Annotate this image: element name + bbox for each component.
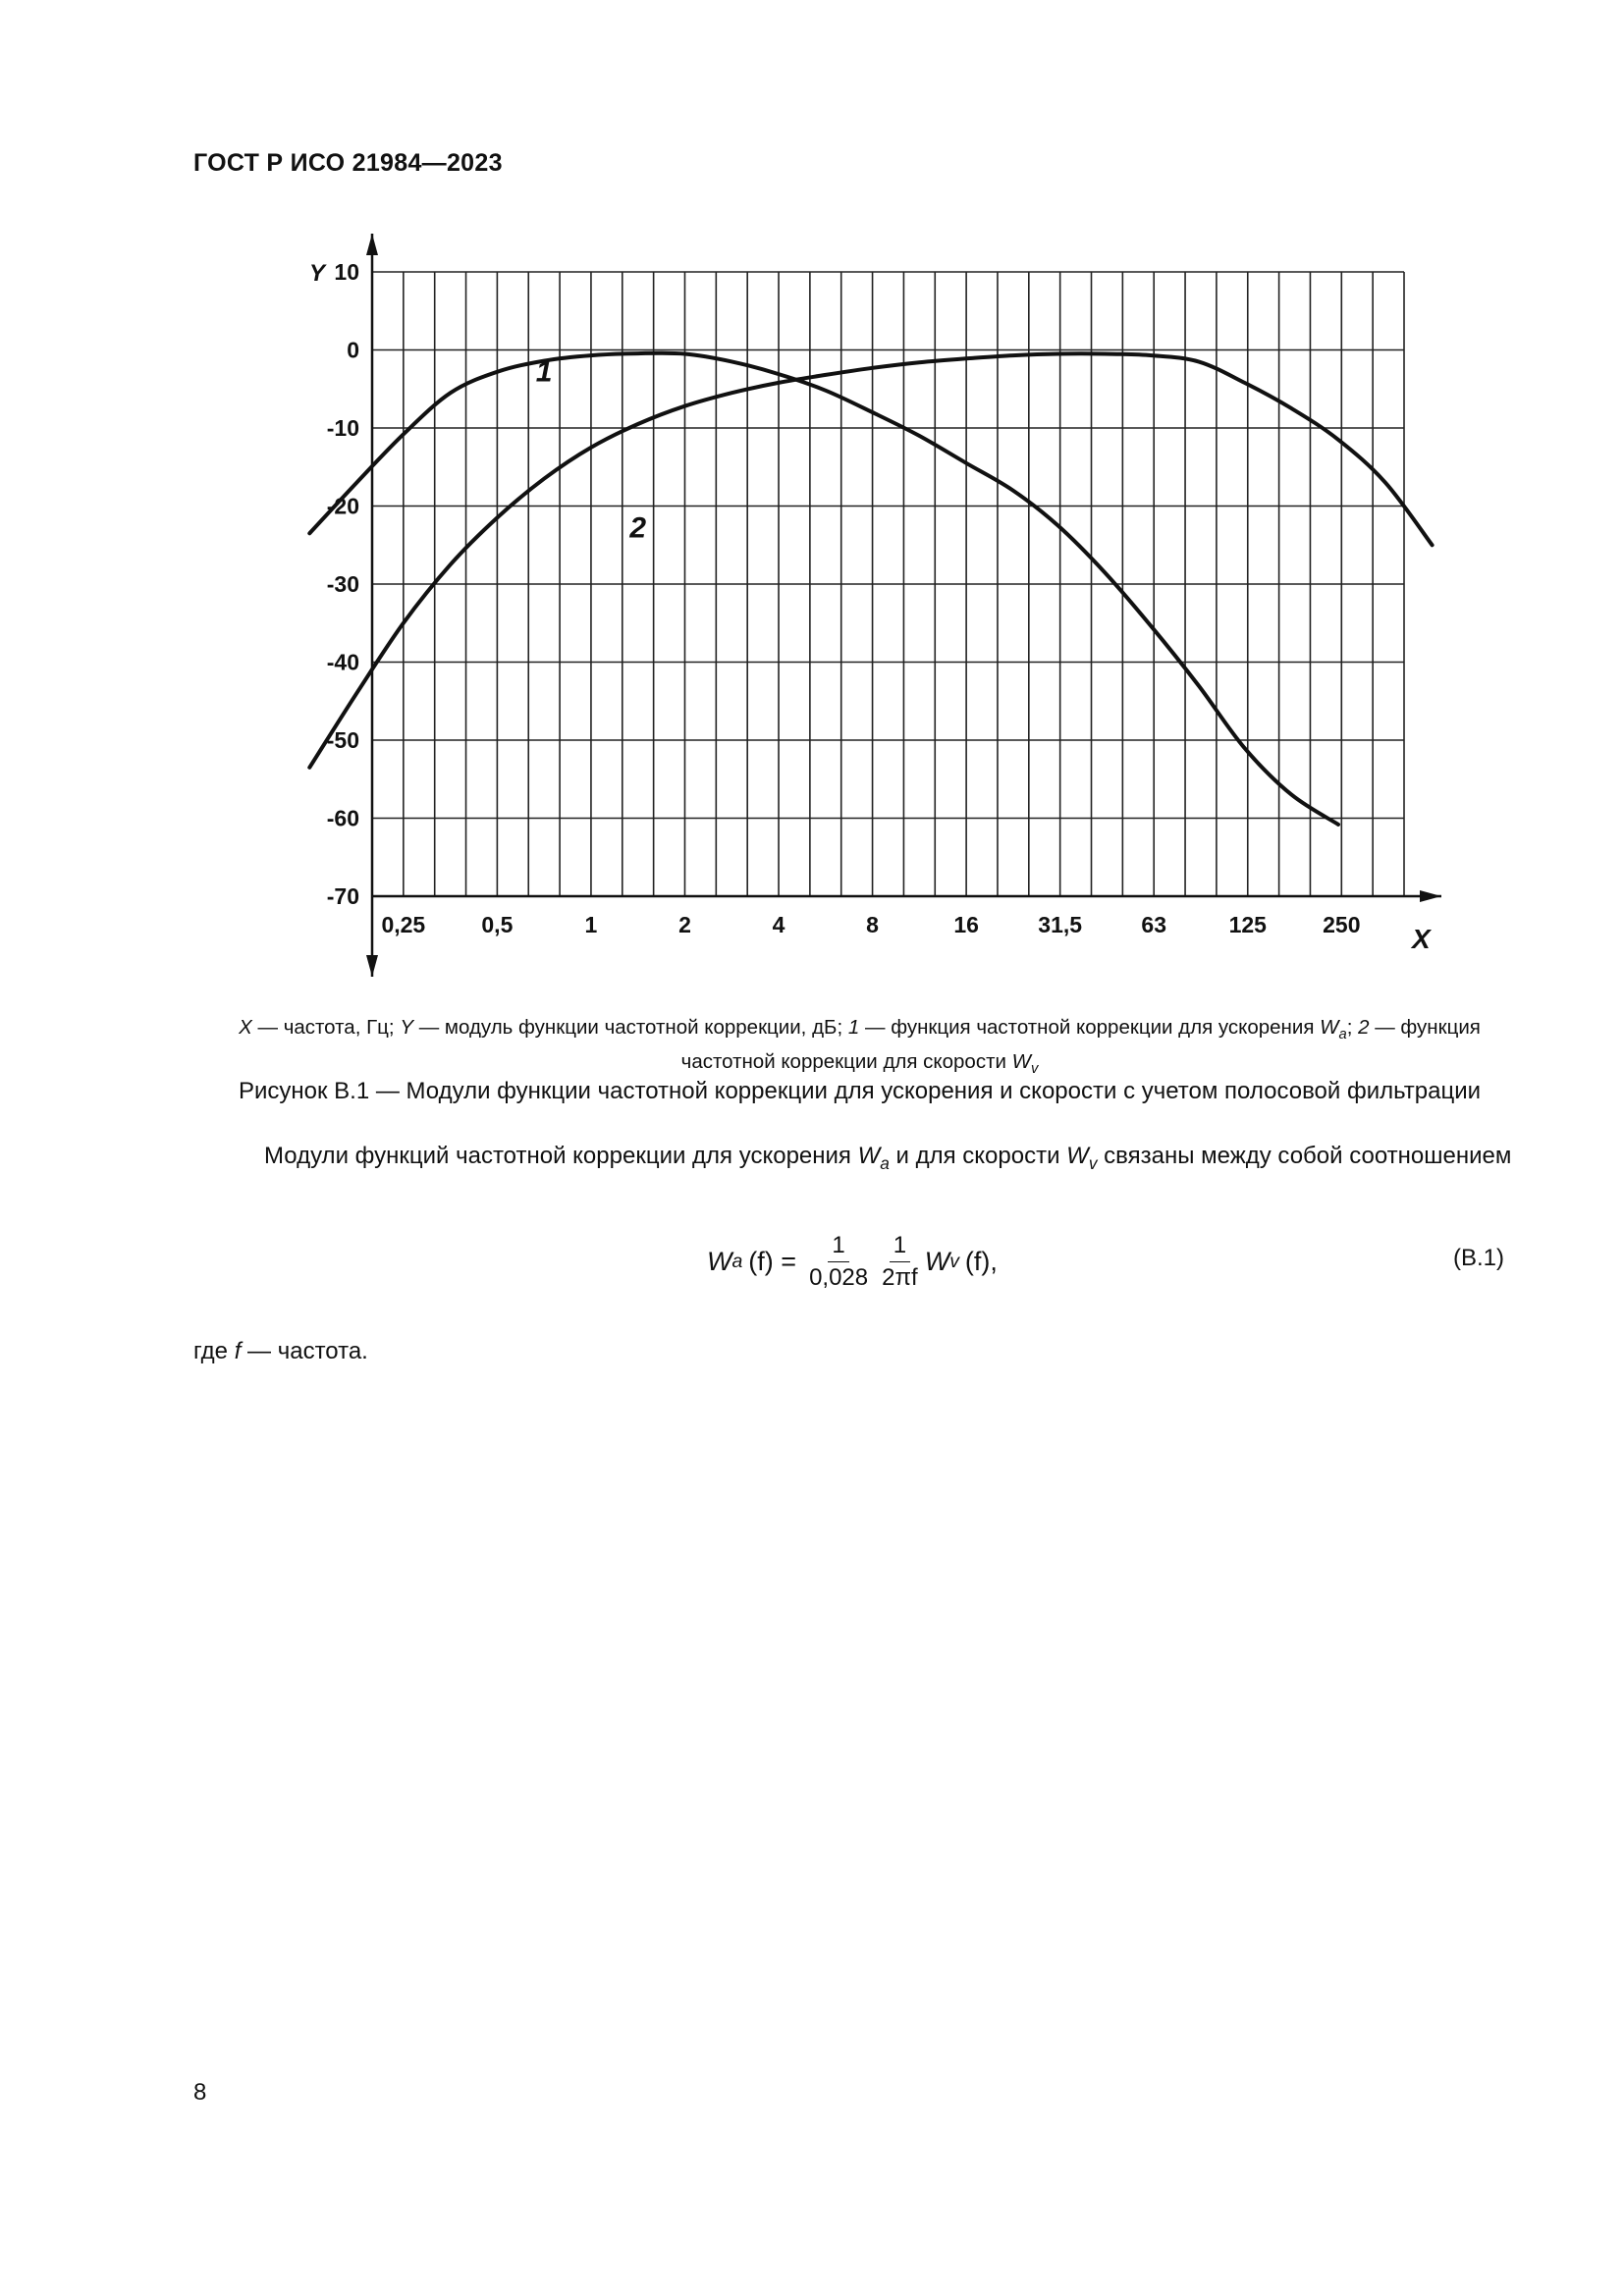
x-axis-arrow [1420, 890, 1441, 902]
curve-series-2 [309, 353, 1432, 768]
frac1-denominator: 0,028 [809, 1264, 869, 1291]
formula-b1 [707, 1232, 998, 1292]
figure-caption: Рисунок B.1 — Модули функции частотной коррекции для ускорения и скорости с учетом полосовой фильтрации [238, 1078, 1482, 1104]
formula-lhs-w: W [707, 1247, 732, 1276]
y-tick-label: 0 [347, 337, 359, 363]
legend-curve1-symbol: 1 [847, 1016, 860, 1039]
x-tick-label: 125 [1228, 912, 1267, 937]
paragraph-w1-sub: a [880, 1152, 890, 1173]
frac1-numerator: 1 [828, 1232, 848, 1262]
formula-fraction-1 [805, 1232, 872, 1292]
y-tick-label: -20 [326, 493, 359, 519]
formula-lhs-arg: (f) = [748, 1247, 797, 1276]
legend-x-desc: — частота, Гц; [251, 1016, 401, 1039]
paragraph-part2: и для скорости [889, 1143, 1067, 1169]
x-tick-label: 0,25 [381, 912, 426, 937]
paragraph-part1: Модули функций частотной коррекции для ускорения [264, 1143, 858, 1169]
curve-label-2: 2 [629, 511, 647, 545]
legend-separator: ; [1346, 1016, 1359, 1039]
x-tick-label: 4 [772, 912, 785, 937]
legend-curve1-w: W [1320, 1016, 1339, 1039]
frac2-numerator: 1 [890, 1232, 910, 1262]
x-tick-labels [381, 912, 1433, 954]
paragraph-w2-sub: v [1088, 1152, 1098, 1173]
x-tick-label: 16 [953, 912, 979, 937]
where-prefix: где [193, 1338, 235, 1364]
formula-fraction-2 [878, 1232, 922, 1292]
y-tick-label: -50 [326, 727, 359, 753]
y-tick-labels [309, 259, 359, 909]
y-axis-arrow-up [366, 234, 378, 255]
frac2-denominator: 2πf [882, 1264, 918, 1291]
x-tick-label: 250 [1323, 912, 1361, 937]
body-paragraph [193, 1139, 1526, 1181]
where-clause [193, 1338, 368, 1365]
document-header: ГОСТ Р ИСО 21984—2023 [193, 149, 503, 177]
x-tick-label: 1 [584, 912, 598, 937]
y-tick-label: -30 [326, 571, 359, 597]
legend-curve1-sub: a [1338, 1027, 1347, 1043]
y-axis-arrow-down [366, 955, 378, 977]
figure-legend [193, 1014, 1526, 1083]
legend-curve2-symbol: 2 [1358, 1016, 1370, 1039]
equation-number: (B.1) [1453, 1245, 1505, 1271]
legend-curve2-desc: — функция частотной коррекции для скорости [680, 1016, 1481, 1074]
x-tick-label: 0,5 [481, 912, 514, 937]
y-tick-label: 10 [334, 259, 359, 285]
y-tick-label: -10 [326, 415, 359, 441]
x-tick-label: 63 [1141, 912, 1167, 937]
paragraph-w1: W [857, 1143, 881, 1169]
paragraph-part3: связаны между собой соотношением [1097, 1143, 1512, 1169]
chart-curves [309, 353, 1432, 825]
where-symbol: f [234, 1338, 242, 1364]
formula-rhs-arg: (f), [964, 1247, 998, 1276]
paragraph-w2: W [1066, 1143, 1089, 1169]
page-number: 8 [193, 2079, 207, 2106]
y-tick-label: -40 [326, 649, 359, 675]
formula-rhs-w: W [924, 1247, 950, 1276]
formula-lhs-sub: a [731, 1251, 743, 1272]
legend-curve1-desc: — функция частотной коррекции для ускорения [859, 1016, 1321, 1039]
legend-y-desc: — модуль функции частотной коррекции, дБ; [413, 1016, 848, 1039]
y-axis-label: Y [309, 260, 326, 287]
y-tick-label: -60 [326, 805, 359, 831]
x-axis-label: X [1412, 924, 1431, 954]
legend-x-symbol: X [239, 1016, 252, 1039]
y-tick-label: -70 [326, 883, 359, 909]
where-suffix: — частота. [241, 1338, 368, 1364]
legend-curve2-w: W [1011, 1050, 1031, 1074]
x-tick-label: 31,5 [1038, 912, 1083, 937]
x-tick-label: 8 [866, 912, 879, 937]
formula-rhs-sub: v [949, 1251, 959, 1272]
curve-series-1 [309, 353, 1338, 825]
legend-curve2-sub: v [1030, 1061, 1039, 1078]
frequency-weighting-chart [0, 0, 1624, 991]
legend-y-symbol: Y [400, 1016, 414, 1039]
curve-label-1: 1 [535, 355, 553, 389]
x-tick-label: 2 [678, 912, 691, 937]
